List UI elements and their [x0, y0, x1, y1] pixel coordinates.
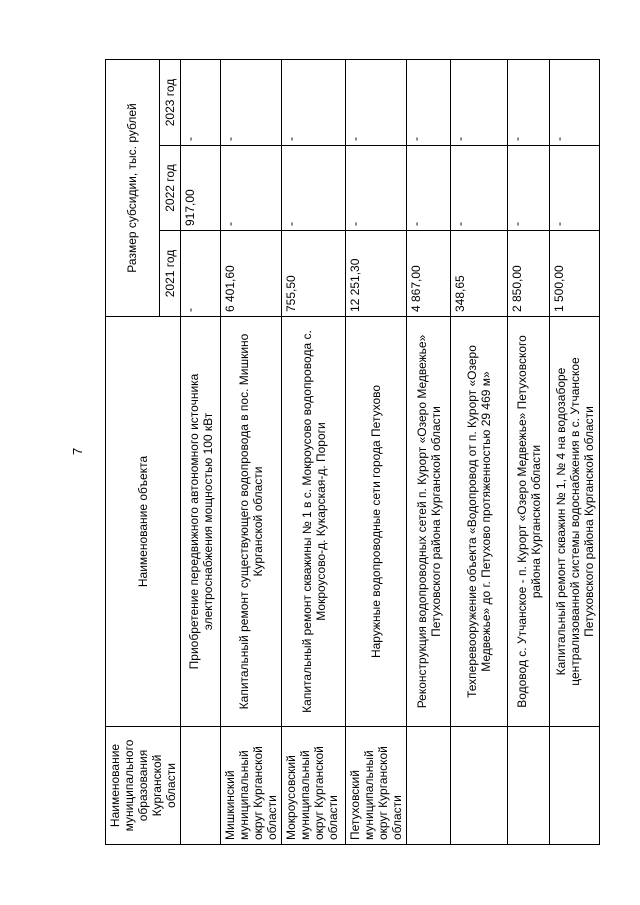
value-2023-cell: -	[550, 60, 600, 146]
value-2023-cell: -	[346, 60, 407, 146]
value-2022-cell: -	[346, 146, 407, 231]
header-municipality: Наименование муниципального образования Курганской области	[106, 727, 181, 845]
header-year-2023: 2023 год	[159, 60, 180, 146]
value-2021-cell: 1 500,00	[550, 231, 600, 317]
object-cell: Капитальный ремонт скважины № 1 в с. Мокроусово водопровода с. Мокроусово-д. Кукарская-д. Пороги	[282, 317, 346, 727]
object-cell: Приобретение передвижного автономного источника электроснабжения мощностью 100 кВт	[181, 317, 221, 727]
header-year-2022: 2022 год	[159, 146, 180, 231]
object-cell: Капитальный ремонт скважин № 1, № 4 на водозаборе централизованной системы водоснабжения в с. Утчанское Петуховского района Курганской области	[550, 317, 600, 727]
header-row	[106, 60, 160, 845]
table-row	[282, 60, 346, 845]
value-2021-cell: 6 401,60	[221, 231, 282, 317]
table-row	[451, 60, 508, 845]
table-row	[407, 60, 451, 845]
value-2023-cell: -	[221, 60, 282, 146]
table-row	[181, 60, 221, 845]
municipality-cell: Мишкинский муниципальный округ Курганской области	[221, 727, 282, 845]
municipality-cell: Мокроусовский муниципальный округ Курганской области	[282, 727, 346, 845]
municipality-cell	[407, 727, 451, 845]
table-row	[346, 60, 407, 845]
value-2021-cell: 348,65	[451, 231, 508, 317]
value-2021-cell: 4 867,00	[407, 231, 451, 317]
value-2021-cell: -	[181, 231, 221, 317]
value-2022-cell: -	[221, 146, 282, 231]
municipality-cell	[451, 727, 508, 845]
value-2023-cell: -	[407, 60, 451, 146]
table-row	[550, 60, 600, 845]
table-row	[221, 60, 282, 845]
value-2022-cell: 917,00	[181, 146, 221, 231]
value-2021-cell: 755,50	[282, 231, 346, 317]
value-2022-cell: -	[282, 146, 346, 231]
subsidy-table	[105, 59, 600, 845]
table-row	[508, 60, 550, 845]
value-2023-cell: -	[451, 60, 508, 146]
value-2023-cell: -	[282, 60, 346, 146]
header-year-2021: 2021 год	[159, 231, 180, 317]
rotated-table-container	[105, 60, 596, 845]
value-2021-cell: 2 850,00	[508, 231, 550, 317]
object-cell: Наружные водопроводные сети города Петухово	[346, 317, 407, 727]
value-2023-cell: -	[181, 60, 221, 146]
value-2021-cell: 12 251,30	[346, 231, 407, 317]
municipality-cell	[508, 727, 550, 845]
value-2022-cell: -	[407, 146, 451, 231]
header-object: Наименование объекта	[106, 317, 181, 727]
municipality-cell	[181, 727, 221, 845]
value-2023-cell: -	[508, 60, 550, 146]
header-subsidy: Размер субсидии, тыс. рублей	[106, 60, 160, 317]
value-2022-cell: -	[451, 146, 508, 231]
municipality-cell	[550, 727, 600, 845]
object-cell: Реконструкция водопроводных сетей п. Курорт «Озеро Медвежье» Петуховского района Курганской области	[407, 317, 451, 727]
object-cell: Техперевооружение объекта «Водопровод от п. Курорт «Озеро Медвежье» до г. Петухово протяженностью 29 469 м»	[451, 317, 508, 727]
page-number: 7	[70, 447, 85, 455]
object-cell: Капитальный ремонт существующего водопровода в пос. Мишкино Курганской области	[221, 317, 282, 727]
value-2022-cell: -	[508, 146, 550, 231]
municipality-cell: Петуховский муниципальный округ Курганской области	[346, 727, 407, 845]
object-cell: Водовод с. Утчанское - п. Курорт «Озеро Медвежье» Петуховского района Курганской области	[508, 317, 550, 727]
value-2022-cell: -	[550, 146, 600, 231]
